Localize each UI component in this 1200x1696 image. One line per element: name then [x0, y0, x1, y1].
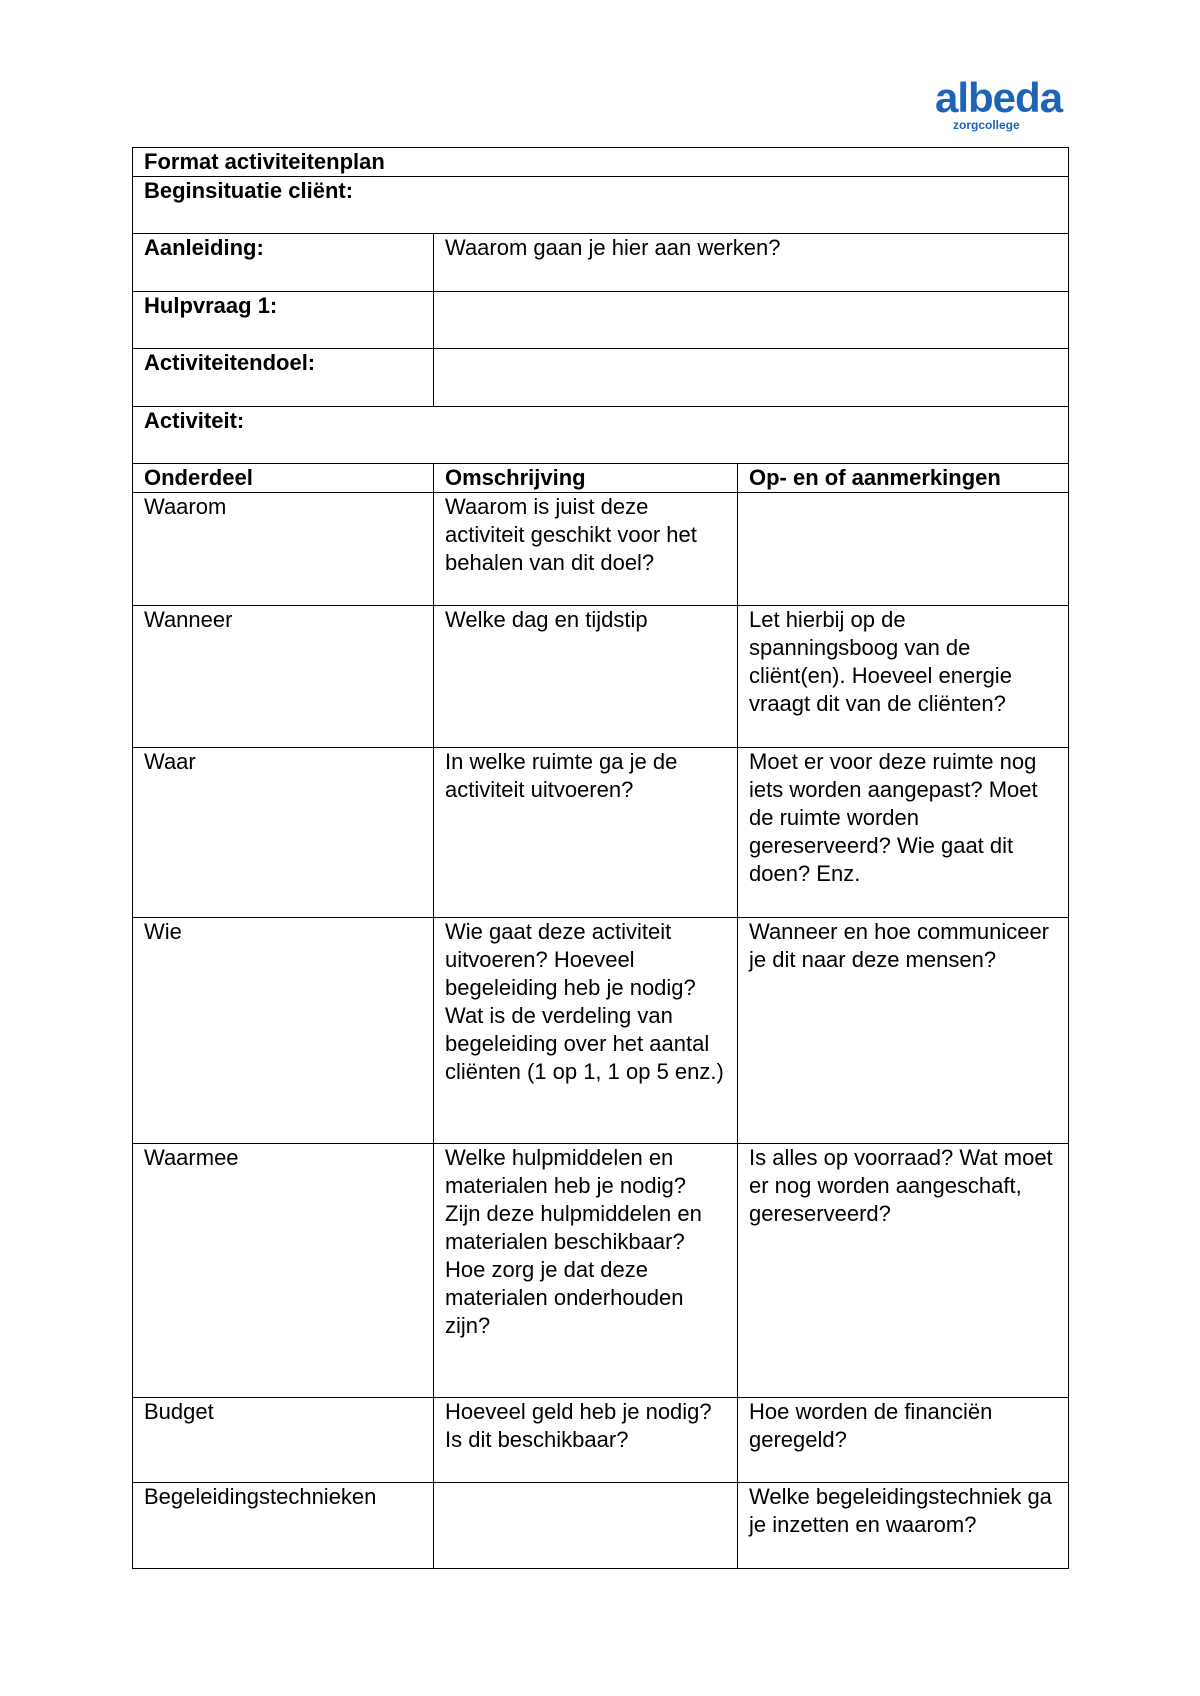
cell-onderdeel: Waarmee	[133, 1144, 434, 1398]
cell-onderdeel: Wie	[133, 918, 434, 1144]
logo-sub: zorgcollege	[953, 118, 1020, 132]
table-row	[133, 1398, 1069, 1483]
logo-brand: albeda	[935, 74, 1063, 121]
table-header-row	[133, 464, 1069, 493]
activiteitendoel-label: Activiteitendoel:	[133, 349, 434, 407]
form-title: Format activiteitenplan	[133, 148, 1069, 177]
cell-opmerkingen: Is alles op voorraad? Wat moet er nog worden aangeschaft, gereserveerd?	[738, 1144, 1069, 1398]
albeda-logo	[935, 74, 1063, 136]
cell-omschrijving: Waarom is juist deze activiteit geschikt voor het behalen van dit doel?	[434, 493, 738, 606]
cell-omschrijving: In welke ruimte ga je de activiteit uitvoeren?	[434, 748, 738, 918]
cell-onderdeel: Waar	[133, 748, 434, 918]
cell-opmerkingen: Hoe worden de financiën geregeld?	[738, 1398, 1069, 1483]
table-row	[133, 1483, 1069, 1569]
cell-opmerkingen: Wanneer en hoe communiceer je dit naar deze mensen?	[738, 918, 1069, 1144]
activiteit-label: Activiteit:	[133, 407, 1069, 464]
cell-omschrijving	[434, 1483, 738, 1569]
activiteitendoel-value	[434, 349, 1069, 407]
header-onderdeel: Onderdeel	[133, 464, 434, 493]
cell-opmerkingen	[738, 493, 1069, 606]
beginsituatie-label: Beginsituatie cliënt:	[133, 177, 1069, 234]
activiteitenplan-table	[132, 147, 1069, 1569]
header-omschrijving: Omschrijving	[434, 464, 738, 493]
table-row	[133, 606, 1069, 748]
cell-omschrijving: Welke hulpmiddelen en materialen heb je nodig? Zijn deze hulpmiddelen en materialen beschikbaar? Hoe zorg je dat deze materialen onderhouden zijn?	[434, 1144, 738, 1398]
aanleiding-label: Aanleiding:	[133, 234, 434, 292]
table-row	[133, 918, 1069, 1144]
cell-opmerkingen: Welke begeleidingstechniek ga je inzetten en waarom?	[738, 1483, 1069, 1569]
table-row	[133, 748, 1069, 918]
header-opmerkingen: Op- en of aanmerkingen	[738, 464, 1069, 493]
cell-onderdeel: Budget	[133, 1398, 434, 1483]
cell-opmerkingen: Moet er voor deze ruimte nog iets worden aangepast? Moet de ruimte worden gereserveerd? Wie gaat dit doen? Enz.	[738, 748, 1069, 918]
cell-opmerkingen: Let hierbij op de spanningsboog van de cliënt(en). Hoeveel energie vraagt dit van de cliënten?	[738, 606, 1069, 748]
cell-onderdeel: Begeleidingstechnieken	[133, 1483, 434, 1569]
cell-omschrijving: Wie gaat deze activiteit uitvoeren? Hoeveel begeleiding heb je nodig? Wat is de verdeling van begeleiding over het aantal cliënten (1 op 1, 1 op 5 enz.)	[434, 918, 738, 1144]
cell-onderdeel: Wanneer	[133, 606, 434, 748]
table-row	[133, 1144, 1069, 1398]
aanleiding-value: Waarom gaan je hier aan werken?	[434, 234, 1069, 292]
cell-onderdeel: Waarom	[133, 493, 434, 606]
hulpvraag-label: Hulpvraag 1:	[133, 292, 434, 349]
hulpvraag-value	[434, 292, 1069, 349]
cell-omschrijving: Hoeveel geld heb je nodig? Is dit beschikbaar?	[434, 1398, 738, 1483]
cell-omschrijving: Welke dag en tijdstip	[434, 606, 738, 748]
table-row	[133, 493, 1069, 606]
